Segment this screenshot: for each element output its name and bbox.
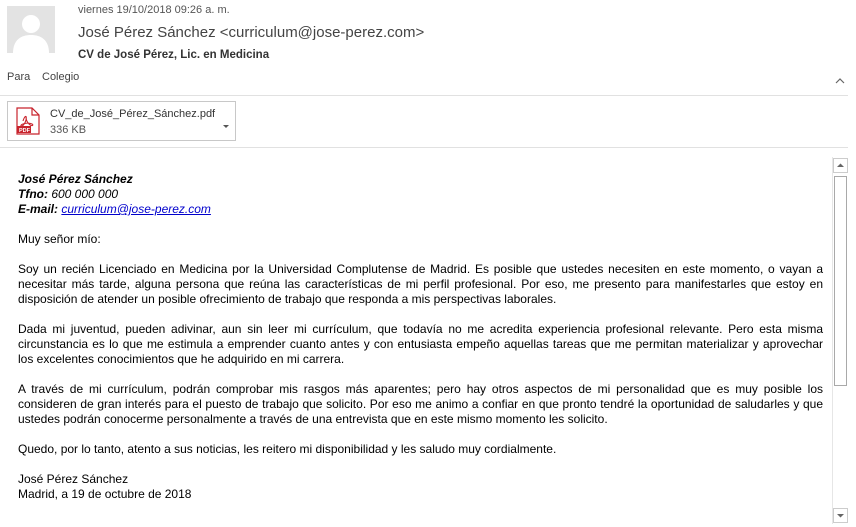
sender-name-email[interactable]: José Pérez Sánchez <curriculum@jose-perez.com> (78, 24, 425, 41)
person-silhouette-icon (7, 6, 55, 53)
collapse-header-button[interactable] (834, 74, 846, 86)
phone-number: 600 000 000 (51, 187, 119, 201)
chevron-up-icon (834, 75, 846, 87)
attachment-filename: CV_de_José_Pérez_Sánchez.pdf (50, 108, 216, 120)
phone-label: Tfno: (18, 187, 48, 201)
email-link[interactable]: curriculum@jose-perez.com (61, 202, 211, 216)
to-recipient[interactable]: Colegio (42, 71, 80, 83)
paragraph-1: Soy un recién Licenciado en Medicina por la Universidad Complutense de Madrid. Es posible que ustedes necesiten en este momento, o vayan a necesitar más tarde, alguna persona que reúna las características de mi perfil profesional. Por eso, me presento para manifestarles que estoy en disposición de atender un posible ofrecimiento de trabajo que responda a mis perspectivas laborales. (18, 262, 823, 306)
scroll-up-arrow-icon (834, 159, 847, 172)
to-label: Para (7, 71, 31, 83)
scrollbar-thumb[interactable] (834, 176, 847, 386)
received-date: viernes 19/10/2018 09:26 a. m. (78, 4, 230, 16)
scroll-down-button[interactable] (833, 508, 848, 523)
closing-place-date: Madrid, a 19 de octubre de 2018 (18, 487, 192, 501)
email-subject: CV de José Pérez, Lic. en Medicina (78, 49, 270, 61)
paragraph-4: Quedo, por lo tanto, atento a sus noticias, les reitero mi disponibilidad y les saludo muy cordialmente. (18, 442, 557, 456)
attachment-menu-chevron-icon[interactable] (222, 117, 230, 125)
pdf-file-icon (16, 107, 40, 135)
email-body (18, 172, 823, 502)
paragraph-2: Dada mi juventud, pueden adivinar, aun sin leer mi currículum, que todavía no me acredita experiencia profesional relevante. Pero esta misma circunstancia es lo que me estimula a emprender cuanto antes y con entusiasta empeño aquellas tareas que me permitan materializar y aprovechar los excelentes conocimientos que he adquirido en mi carrera. (18, 322, 823, 366)
header-divider (0, 95, 848, 96)
signature-name: José Pérez Sánchez (18, 172, 133, 186)
attachment-card[interactable] (7, 101, 236, 141)
greeting: Muy señor mío: (18, 232, 101, 246)
paragraph-3: A través de mi currículum, podrán comprobar mis rasgos más aparentes; pero hay otros aspectos de mi personalidad que es muy posible los consideren de gran interés para el puesto de trabajo que solicito. Por eso me animo a confiar en que pronto tendré la oportunidad de saludarles y que ustedes podrán conocerme personalmente a través de una entrevista que en este mismo momento les solicito. (18, 382, 823, 426)
scroll-down-arrow-icon (834, 509, 847, 522)
closing-name: José Pérez Sánchez (18, 472, 129, 486)
attachment-size: 336 KB (50, 124, 87, 136)
attachment-divider (0, 147, 848, 148)
svg-text:PDF: PDF (19, 128, 30, 134)
sender-avatar (7, 6, 55, 53)
signature-block (18, 172, 823, 217)
scroll-up-button[interactable] (833, 158, 848, 173)
email-label: E-mail: (18, 202, 59, 216)
